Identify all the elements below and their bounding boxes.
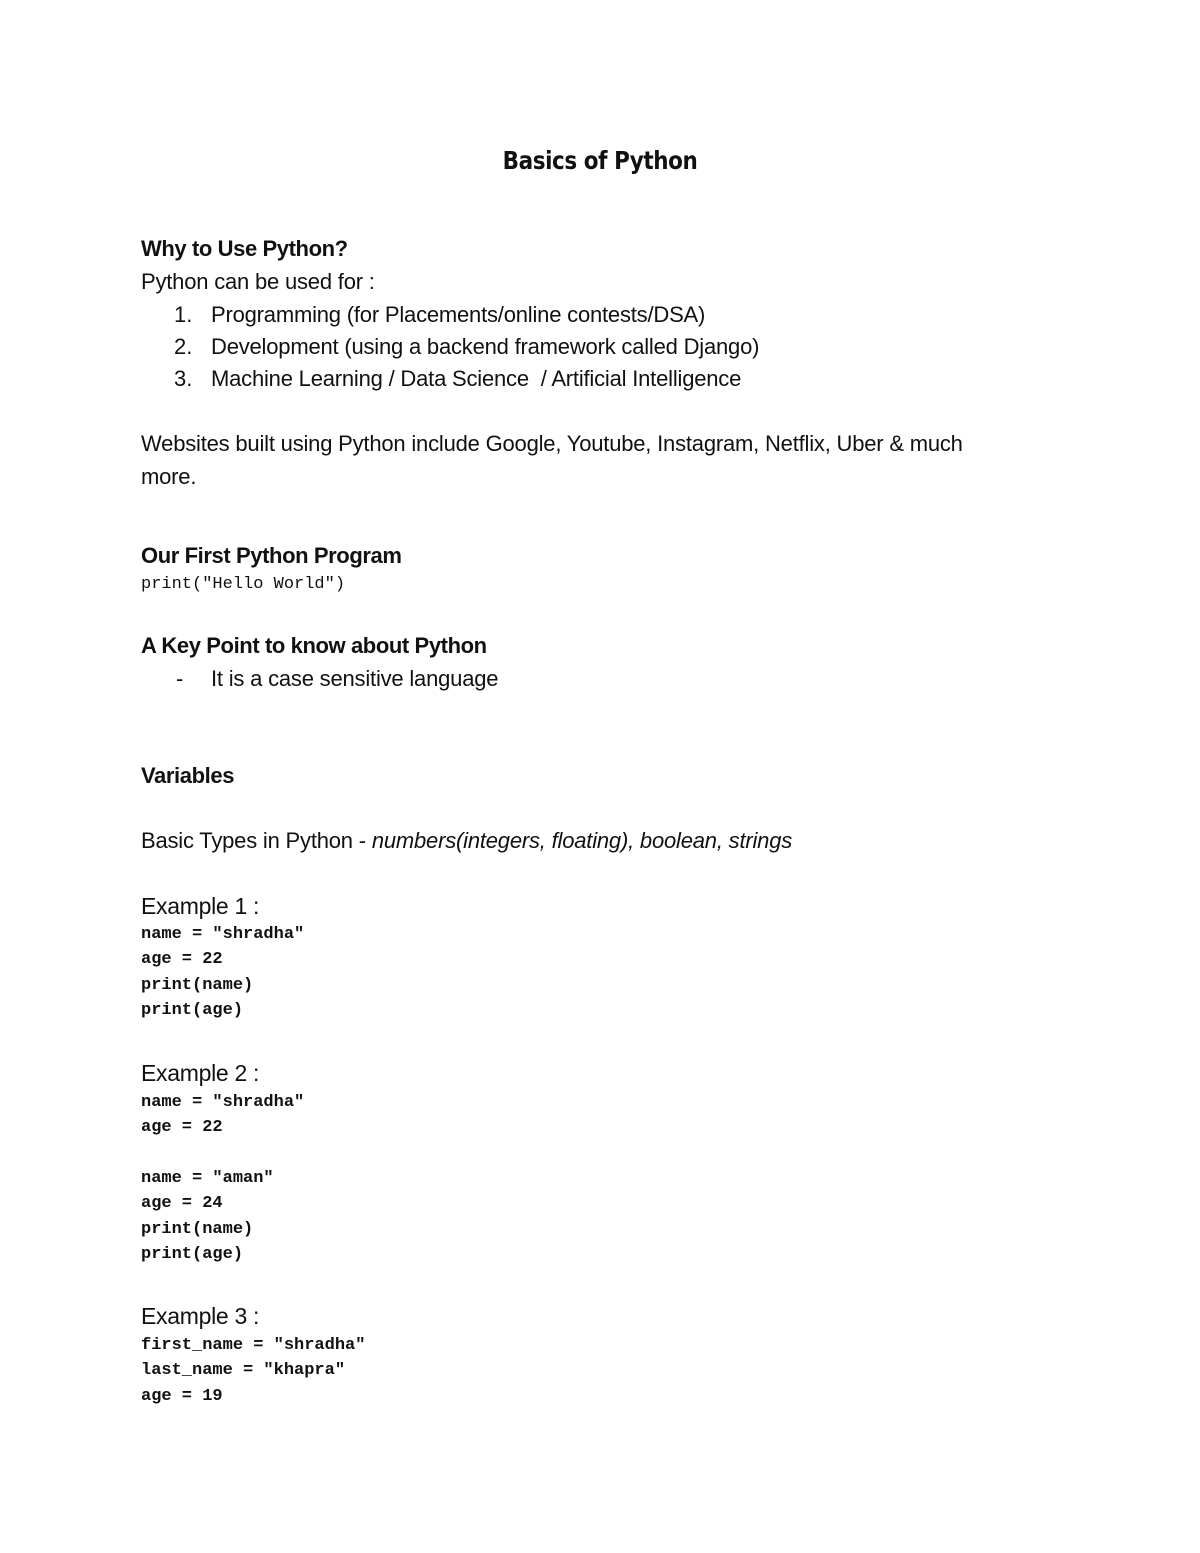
code-line: name = "shradha" — [141, 925, 305, 944]
code-line: last_name = "khapra" — [141, 1361, 346, 1380]
websites-line-2: more. — [141, 464, 197, 489]
list-item-number: 3. — [174, 366, 193, 391]
example-3-label: Example 3 : — [141, 1303, 260, 1329]
basic-types-line — [141, 828, 792, 854]
basic-types-list: numbers(integers, floating), boolean, strings — [371, 828, 793, 853]
list-item: Machine Learning / Data Science / Artificial Intelligence — [211, 366, 742, 391]
websites-line-1: Websites built using Python include Google, Youtube, Instagram, Netflix, Uber & much — [141, 431, 963, 456]
why-heading: Why to Use Python? — [141, 236, 348, 261]
code-line: print(name) — [141, 976, 254, 995]
key-point-text: It is a case sensitive language — [211, 666, 499, 691]
example-1-label: Example 1 : — [141, 893, 260, 919]
first-program-heading: Our First Python Program — [141, 543, 402, 568]
basic-types-prefix: Basic Types in Python - — [141, 828, 372, 853]
page-title: Basics of Python — [502, 146, 698, 175]
code-line: age = 19 — [141, 1387, 223, 1406]
code-line: age = 22 — [141, 950, 223, 969]
key-point-heading: A Key Point to know about Python — [141, 633, 487, 658]
why-intro: Python can be used for : — [141, 269, 375, 294]
bullet-dash: - — [176, 666, 184, 691]
code-line: print(name) — [141, 1220, 254, 1239]
variables-heading: Variables — [141, 763, 235, 788]
code-line: print(age) — [141, 1245, 244, 1264]
list-item: Programming (for Placements/online contests/DSA) — [211, 302, 706, 327]
code-line: age = 24 — [141, 1194, 223, 1213]
list-item-number: 1. — [174, 302, 193, 327]
list-item: Development (using a backend framework called Django) — [211, 334, 760, 359]
code-line: name = "aman" — [141, 1169, 274, 1188]
code-line: print(age) — [141, 1001, 244, 1020]
example-2-label: Example 2 : — [141, 1060, 260, 1086]
code-line: age = 22 — [141, 1118, 223, 1137]
code-line: name = "shradha" — [141, 1093, 305, 1112]
list-item-number: 2. — [174, 334, 193, 359]
code-line: first_name = "shradha" — [141, 1336, 366, 1355]
first-program-code: print("Hello World") — [141, 575, 346, 594]
